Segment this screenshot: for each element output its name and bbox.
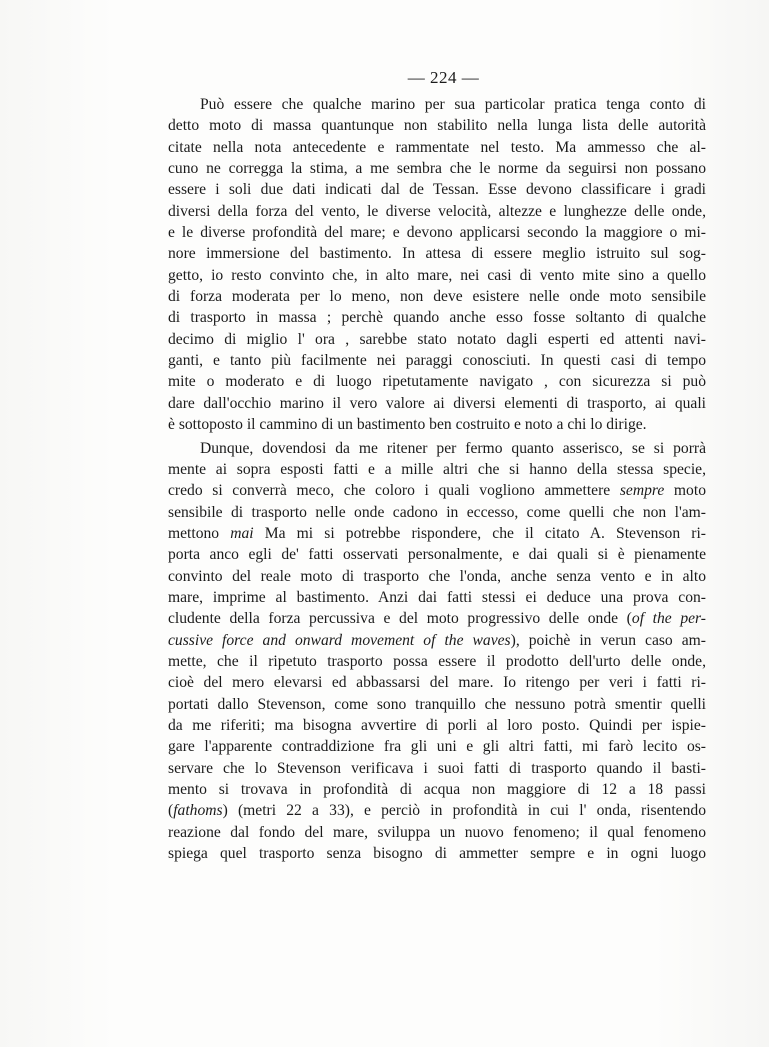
text-line: reazione dal fondo del mare, sviluppa un nuovo fenomeno; il qual fenomeno — [168, 823, 706, 841]
text-segment: ), poichè in verun caso am- — [510, 631, 706, 649]
text-segment: credo si converrà meco, che coloro i quali vogliono ammettere — [168, 482, 620, 500]
text-segment: Ma mi si potrebbe rispondere, che il citato A. Stevenson ri- — [253, 524, 706, 542]
text-line: decimo di miglio l' ora , sarebbe stato notato dagli esperti ed attenti navi- — [168, 330, 706, 348]
text-line: da me riferiti; ma bisogna avvertire di porli al loro posto. Quindi per ispie- — [168, 716, 706, 734]
text-line: essere i soli due dati indicati dal de Tessan. Esse devono classificare i gradi — [168, 181, 706, 199]
text-line: cioè del mero elevarsi ed abbassarsi del mare. Io ritengo per veri i fatti ri- — [168, 674, 706, 692]
text-line: è sottoposto il cammino di un bastimento ben costruito e noto a chi lo dirige. — [168, 416, 647, 434]
text-line: Può essere che qualche marino per sua particolar pratica tenga conto di — [200, 96, 706, 113]
text-line: di forza moderata per lo meno, non deve esistere nelle onde moto sensibile — [168, 288, 706, 306]
text-line: sensibile di trasporto nelle onde cadono in eccesso, come quelli che non l'am- — [168, 503, 706, 521]
text-segment: ) (metri 22 a 33), e perciò in profondità in cui l' onda, risentendo — [222, 802, 706, 820]
text-line: diversi della forza del vento, le diverse velocità, altezze e lunghezze delle onde, — [168, 202, 706, 220]
text-line: portati dallo Stevenson, come sono tranquillo che nessuno potrà smentir quelli — [168, 695, 706, 713]
text-line: spiega quel trasporto senza bisogno di ammetter sempre e in ogni luogo — [168, 845, 706, 863]
italic-term: cussive force and onward movement of the waves — [168, 631, 511, 649]
text-line: mento si trovava in profondità di acqua non maggiore di 12 a 18 passi — [168, 781, 706, 798]
text-line — [168, 523, 706, 544]
text-line: di trasporto in massa ; perchè quando anche esso fosse soltanto di qualche — [168, 309, 706, 327]
text-line — [168, 800, 706, 821]
paragraph-2 — [168, 438, 706, 865]
text-line: convinto del reale moto di trasporto che l'onda, anche senza vento e in alto — [168, 567, 706, 585]
text-line: Dunque, dovendosi da me ritener per fermo quanto asserisco, se si porrà — [200, 439, 706, 457]
text-line: servare che lo Stevenson verificava i suoi fatti di trasporto quando il basti- — [168, 759, 706, 777]
text-line: porta anco egli de' fatti osservati personalmente, e dai quali si è pienamente — [168, 546, 706, 564]
text-line: mare, imprime al bastimento. Anzi dai fatti stessi ei deduce una prova con- — [168, 588, 706, 606]
text-segment: mettono — [168, 524, 231, 542]
text-line — [168, 608, 706, 629]
text-line: cuno ne corregga la stima, a me sembra che le norme da seguirsi non possano — [168, 160, 706, 178]
italic-term: fathoms — [173, 802, 223, 820]
text-line: e le diverse profondità del mare; e devono applicarsi secondo la maggiore o mi- — [168, 224, 706, 242]
text-line: gare l'apparente contraddizione fra gli uni e gli altri fatti, mi farò lecito os- — [168, 738, 706, 756]
italic-term: of the per- — [631, 610, 707, 628]
text-line: ganti, e tanto più facilmente nei paraggi conosciuti. In questi casi di tempo — [168, 352, 706, 370]
text-segment: cludente della forza percussiva e del moto progressivo delle onde ( — [168, 610, 632, 628]
paragraph-1 — [168, 94, 706, 436]
text-line: citate nella nota antecedente e rammentate nel testo. Ma ammesso che al- — [168, 138, 706, 156]
text-segment: moto — [664, 482, 706, 500]
italic-term: sempre — [619, 482, 665, 500]
text-line: detto moto di massa quantunque non stabilito nella lunga lista delle autorità — [168, 117, 706, 135]
text-line: dare dall'occhio marino il vero valore ai diversi elementi di trasporto, ai quali — [168, 394, 706, 412]
page-number: — 224 — — [407, 68, 480, 87]
text-line: getto, io resto convinto che, in alto mare, nei casi di vento mite sino a quello — [168, 266, 706, 284]
text-line — [168, 630, 706, 651]
text-line — [168, 480, 706, 501]
text-line: mente ai sopra esposti fatti e a mille altri che si hanno della stessa specie, — [168, 460, 706, 478]
body-text — [168, 94, 706, 864]
text-line: nore immersione del bastimento. In attesa di essere meglio istruito sul sog- — [168, 245, 706, 263]
italic-term: mai — [230, 524, 254, 542]
text-line: mite o moderato e di luogo ripetutamente navigato , con sicurezza si può — [168, 373, 706, 391]
text-line: mette, che il ripetuto trasporto possa essere il prodotto dell'urto delle onde, — [168, 652, 706, 670]
text-segment: ( — [168, 802, 174, 820]
